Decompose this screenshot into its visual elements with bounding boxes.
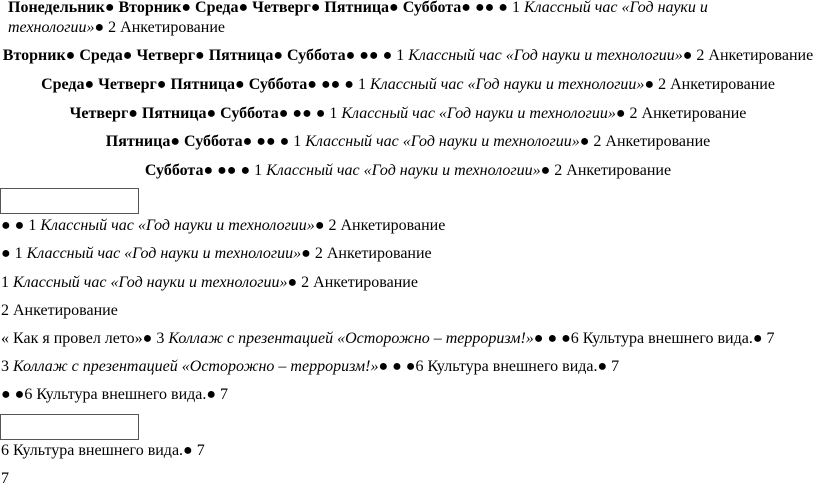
schedule-line-9	[1, 273, 418, 293]
item-prefix: 1	[1, 274, 13, 291]
weekday-list: Четверг● Пятница● Суббота● ●● ●	[69, 105, 326, 122]
event-tail: ● ● ●6 Культура внешнего вида.● 7	[378, 358, 620, 375]
schedule-line-6	[0, 161, 816, 181]
event-tail: ● 2 Анкетирование	[301, 245, 432, 262]
item-prefix: ● ●6 Культура внешнего вида.● 7	[1, 386, 229, 403]
item-prefix: ● 1	[1, 245, 27, 262]
schedule-line-13	[1, 385, 228, 405]
event-title: Классный час «Год науки и технологии»	[266, 162, 541, 179]
event-tail: ● 2 Анкетирование	[314, 217, 446, 234]
item-number: 1	[325, 105, 342, 122]
item-prefix: 3	[1, 358, 13, 375]
weekday-list: Среда● Четверг● Пятница● Суббота● ●● ●	[41, 76, 354, 93]
item-number: 1	[392, 47, 409, 64]
item-number: 1	[250, 162, 267, 179]
schedule-line-2	[0, 46, 816, 66]
item-prefix: 6 Культура внешнего вида.● 7	[1, 442, 205, 459]
item-prefix: 7	[1, 470, 9, 487]
event-title: Классный час «Год науки и технологии»	[26, 245, 302, 262]
event-tail: ● 2 Анкетирование	[94, 19, 225, 36]
weekday-list: Суббота● ●● ●	[144, 162, 251, 179]
event-title: Классный час «Год науки и технологии»	[305, 133, 580, 150]
weekday-list: Пятница● Суббота● ●● ●	[105, 133, 290, 150]
event-tail: ● 2 Анкетирование	[644, 76, 775, 93]
item-number: 1	[289, 133, 306, 150]
item-prefix: ● ● 1	[1, 217, 41, 234]
event-tail: ● ● ●6 Культура внешнего вида.● 7	[533, 330, 775, 347]
event-title: Классный час «Год науки и технологии»	[8, 0, 708, 36]
empty-frame	[0, 414, 139, 440]
event-title: Классный час «Год науки и технологии»	[341, 105, 616, 122]
event-title: Классный час «Год науки и технологии»	[40, 217, 315, 234]
schedule-line-7	[1, 216, 445, 236]
item-prefix: « Как я провел лето»● 3	[1, 330, 169, 347]
schedule-line-10	[1, 301, 118, 321]
schedule-line-14	[1, 441, 205, 461]
event-tail: ● 2 Анкетирование	[682, 47, 814, 64]
event-tail: ● 2 Анкетирование	[579, 133, 711, 150]
schedule-line-15	[1, 469, 9, 489]
item-number: 1	[353, 76, 370, 93]
event-tail: ● 2 Анкетирование	[615, 105, 747, 122]
schedule-line-8	[1, 244, 432, 264]
schedule-line-11	[1, 329, 775, 349]
schedule-line-12	[1, 357, 619, 377]
event-title: Классный час «Год науки и технологии»	[13, 274, 288, 291]
schedule-line-1	[8, 0, 808, 38]
empty-frame	[0, 188, 139, 214]
schedule-line-5	[0, 132, 816, 152]
item-number: 1	[507, 0, 524, 16]
event-title: Коллаж с презентацией «Осторожно – терроризм!»	[168, 330, 534, 347]
event-tail: ● 2 Анкетирование	[540, 162, 672, 179]
schedule-line-3	[0, 75, 816, 95]
weekday-list: Вторник● Среда● Четверг● Пятница● Суббота● ●● ●	[2, 47, 393, 64]
schedule-line-4	[0, 104, 816, 124]
event-title: Классный час «Год науки и технологии»	[408, 47, 683, 64]
event-title: Классный час «Год науки и технологии»	[369, 76, 645, 93]
event-tail: ● 2 Анкетирование	[287, 274, 418, 291]
item-prefix: 2 Анкетирование	[1, 302, 118, 319]
event-title: Коллаж с презентацией «Осторожно – терроризм!»	[13, 358, 379, 375]
weekday-list: Понедельник● Вторник● Среда● Четверг● Пятница● Суббота● ●● ●	[8, 0, 508, 16]
